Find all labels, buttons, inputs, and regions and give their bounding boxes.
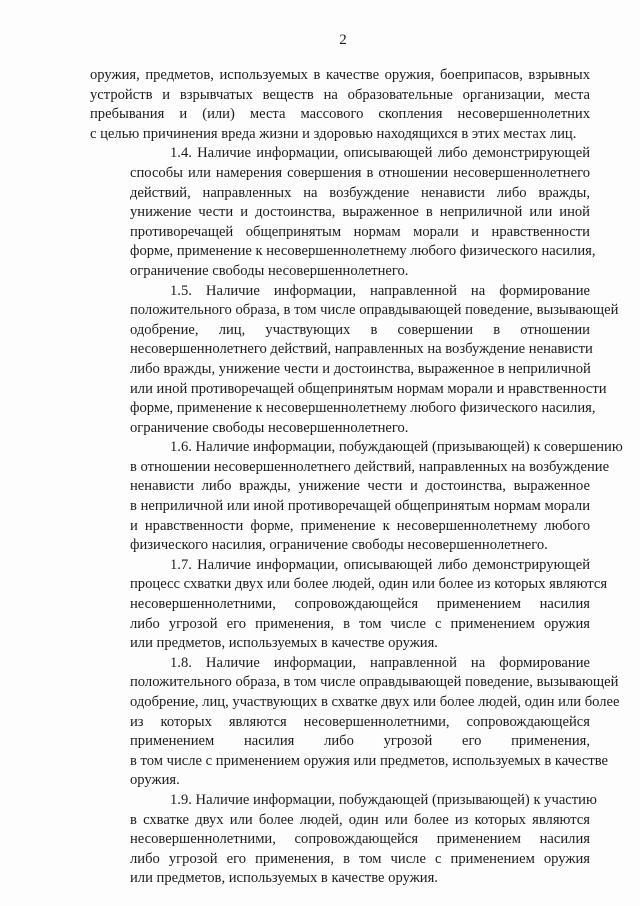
text-line: или предметов, используемых в качестве оружия. (130, 635, 438, 652)
text-line: унижение чести и достоинства, выраженное в неприличной или иной (130, 204, 590, 221)
text-line: ограничение свободы несовершеннолетнего. (130, 262, 409, 279)
text-line: или иной противоречащей общепринятым нормам морали и нравственности (130, 380, 607, 397)
text-line: 1.9. Наличие информации, побуждающей (призывающей) к участию (170, 791, 597, 808)
text-line: 1.8. Наличие информации, направленной на формирование (170, 654, 590, 671)
paragraph-p1-7 (90, 556, 608, 654)
text-line: форме, применение к несовершеннолетнему любого физического насилия, (130, 400, 596, 417)
text-line: физического насилия, ограничение свободы несовершеннолетнего. (130, 537, 548, 554)
text-line: либо угрозой его применения, в том числе с применением оружия (130, 850, 590, 867)
text-line: оружия, предметов, используемых в качестве оружия, боеприпасов, взрывных (90, 67, 590, 83)
text-line: либо вражды, унижение чести и достоинства, выраженное в неприличной (130, 360, 591, 377)
paragraph-p0 (90, 66, 590, 144)
text-line: действий, направленных на возбуждение ненависти либо вражды, (130, 184, 590, 201)
text-line: положительного образа, в том числе оправдывающей поведение, вызывающей (130, 302, 619, 319)
text-line: либо угрозой его применения, в том числе с применением оружия (130, 615, 590, 632)
text-line: пребывания и (или) места массового скопления несовершеннолетних (90, 106, 590, 123)
text-line: ограничение свободы несовершеннолетнего. (130, 419, 409, 436)
text-line: оружия. (130, 772, 180, 789)
text-line: 1.7. Наличие информации, описывающей либо демонстрирующей (170, 556, 590, 573)
text-line: одобрение, лиц, участвующих в схватке двух или более людей, один или более (130, 694, 620, 710)
text-line: ненависти либо вражды, унижение чести и достоинства, выраженное (130, 478, 590, 495)
text-line: и нравственности форме, применение к несовершеннолетнему любого (130, 517, 590, 534)
text-line: или предметов, используемых в качестве оружия. (130, 870, 438, 887)
text-line: 1.5. Наличие информации, направленной на формирование (170, 282, 590, 299)
text-line: несовершеннолетними, сопровождающейся применением насилия (130, 596, 590, 613)
page-number: 2 (339, 32, 347, 48)
paragraph-p1-6 (90, 438, 623, 556)
text-line: форме, применение к несовершеннолетнему любого физического насилия, (130, 243, 596, 260)
text-line: в неприличной или иной противоречащей общепринятым нормам морали (130, 498, 590, 515)
text-line: устройств и взрывчатых веществ на образовательные организации, места (90, 86, 590, 103)
text-line: с целью причинения вреда жизни и здоровью находящихся в этих местах лиц. (90, 125, 577, 142)
document-body (90, 66, 623, 889)
paragraph-p1-4 (90, 144, 596, 281)
text-line: способы или намерения совершения в отношении несовершеннолетнего (130, 164, 590, 181)
text-line: в отношении несовершеннолетнего действий, направленных на возбуждение (130, 458, 610, 475)
text-line: одобрение, лиц, участвующих в совершении в отношении (130, 321, 590, 338)
text-line: в том числе с применением оружия или предметов, используемых в качестве (130, 752, 608, 769)
paragraph-p1-5 (90, 282, 619, 439)
text-line: применением насилия либо угрозой его применения, (130, 733, 590, 750)
paragraph-p1-8 (90, 654, 620, 791)
text-line: 1.6. Наличие информации, побуждающей (призывающей) к совершению (170, 439, 623, 456)
text-line: несовершеннолетними, сопровождающейся применением насилия (130, 831, 590, 848)
text-line: положительного образа, в том числе оправдывающей поведение, вызывающей (130, 674, 619, 691)
text-line: противоречащей общепринятым нормам морали и нравственности (130, 223, 590, 240)
text-line: 1.4. Наличие информации, описывающей либо демонстрирующей (170, 145, 590, 162)
paragraph-p1-9 (90, 791, 597, 889)
text-line: из которых являются несовершеннолетними, сопровождающейся (130, 713, 590, 730)
text-line: в схватке двух или более людей, один или более из которых являются (130, 811, 590, 828)
text-line: несовершеннолетнего действий, направленных на возбуждение ненависти (130, 341, 593, 358)
text-line: процесс схватки двух или более людей, один или более из которых являются (130, 576, 608, 593)
